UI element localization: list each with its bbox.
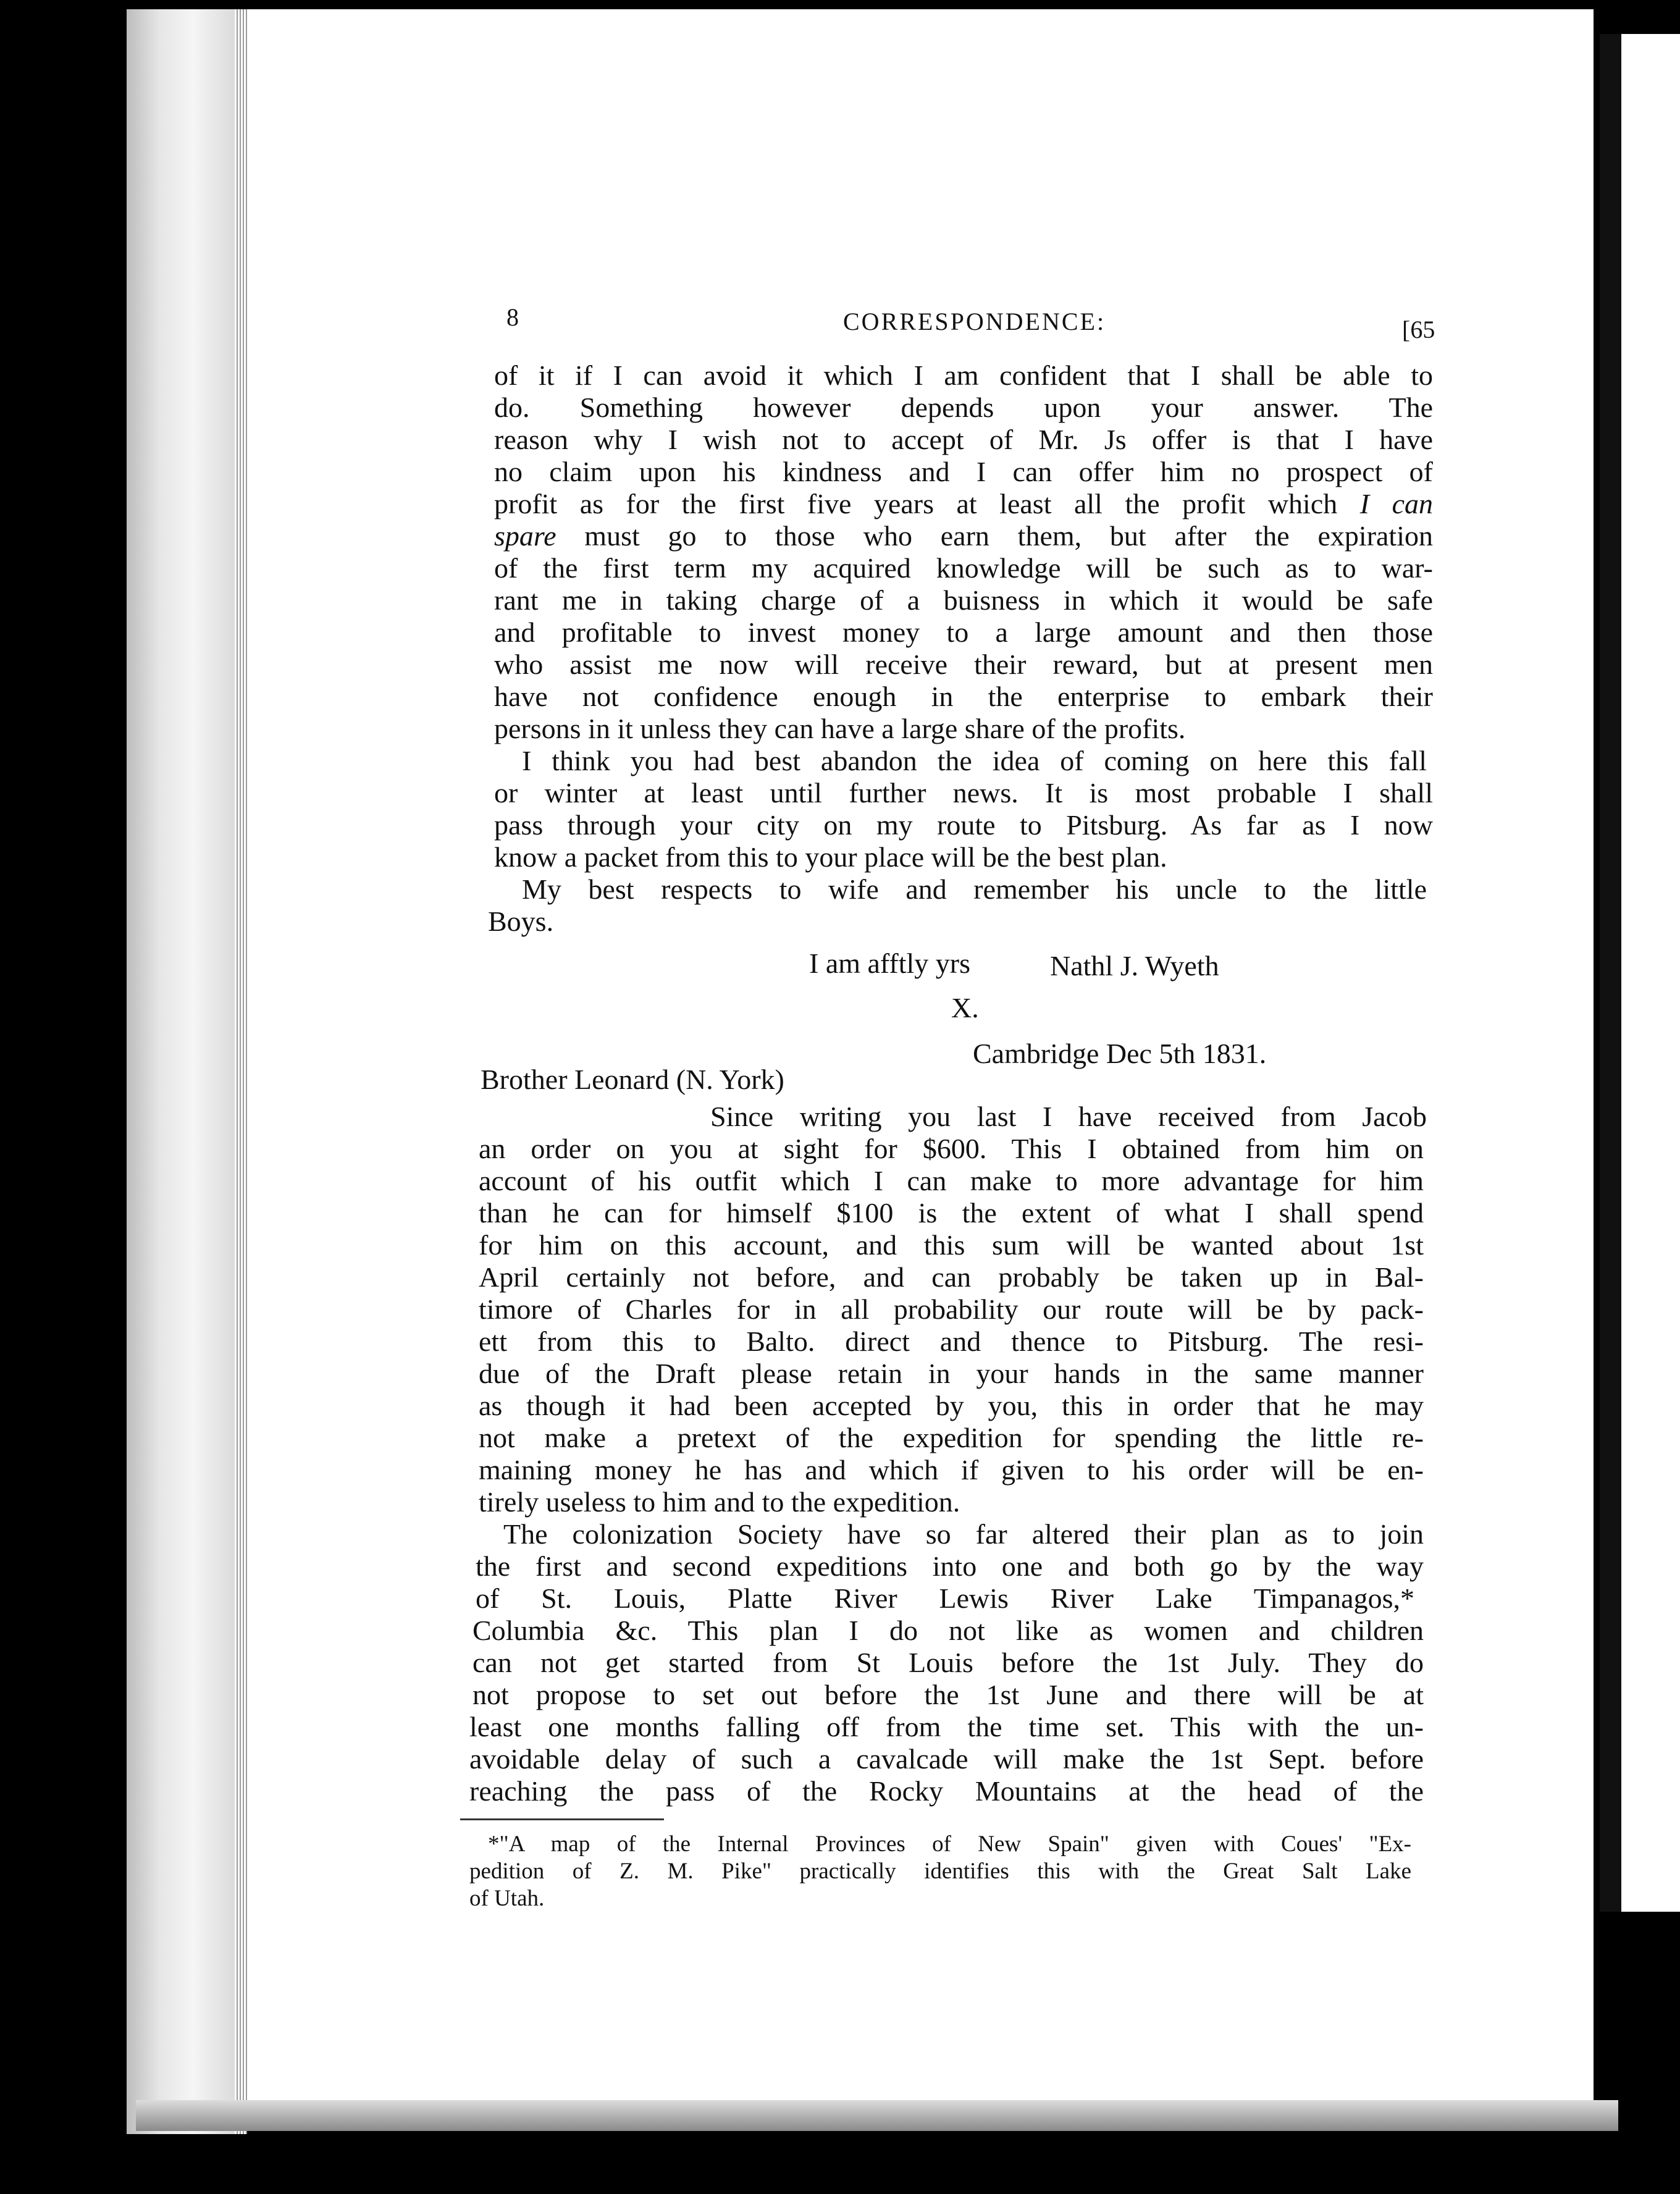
text-line: timore of Charles for in all probability our route will be by pack- xyxy=(479,1293,1424,1325)
letter-signature: Nathl J. Wyeth xyxy=(1050,950,1219,981)
text-line: do. Something however depends upon your answer. The xyxy=(494,392,1433,423)
book-page-stack xyxy=(127,9,238,2134)
text-line: or winter at least until further news. It is most probable I shall xyxy=(494,777,1433,809)
running-title: CORRESPONDENCE: xyxy=(843,308,1106,335)
facing-page-edge xyxy=(1621,34,1680,1912)
text-line: rant me in taking charge of a buisness in which it would be safe xyxy=(494,584,1433,616)
text-line: The colonization Society have so far altered their plan as to join xyxy=(503,1518,1424,1550)
text-line: avoidable delay of such a cavalcade will make the 1st Sept. before xyxy=(469,1743,1424,1775)
italic-text: I can xyxy=(1359,488,1433,519)
text-line-profit xyxy=(494,488,1433,520)
text-line: ett from this to Balto. direct and thence to Pitsburg. The resi- xyxy=(479,1326,1424,1357)
text-line: who assist me now will receive their reward, but at present men xyxy=(494,649,1433,680)
text-line: can not get started from St Louis before the 1st July. They do xyxy=(472,1647,1424,1678)
text-line: reaching the pass of the Rocky Mountains at the head of the xyxy=(469,1775,1424,1807)
text-line: Boys. xyxy=(488,906,554,937)
text-line: of St. Louis, Platte River Lewis River Lake Timpanagos,* xyxy=(476,1582,1414,1614)
text-line: an order on you at sight for $600. This I obtained from him on xyxy=(479,1133,1424,1164)
text-line: Columbia &c. This plan I do not like as women and children xyxy=(472,1615,1424,1646)
text-line: for him on this account, and this sum will be wanted about 1st xyxy=(479,1229,1424,1261)
folio-number: [65 xyxy=(1402,316,1435,343)
text-line: least one months falling off from the time set. This with the un- xyxy=(469,1711,1424,1742)
text-line: know a packet from this to your place will be the best plan. xyxy=(494,841,1167,873)
footnote-rule xyxy=(460,1818,664,1820)
letter-signoff: I am afftly yrs xyxy=(809,948,971,979)
text-line: have not confidence enough in the enterprise to embark their xyxy=(494,681,1433,712)
text-line: tirely useless to him and to the expedition. xyxy=(479,1486,960,1518)
text-line: of it if I can avoid it which I am confident that I shall be able to xyxy=(494,359,1433,391)
text-line: April certainly not before, and can probably be taken up in Bal- xyxy=(479,1261,1424,1293)
text-line: than he can for himself $100 is the extent of what I shall spend xyxy=(479,1197,1424,1229)
text-line: persons in it unless they can have a large share of the profits. xyxy=(494,713,1186,744)
letter-salutation: Brother Leonard (N. York) xyxy=(481,1064,784,1095)
page-number: 8 xyxy=(506,303,519,331)
text-line: account of his outfit which I can make to more advantage for him xyxy=(479,1165,1424,1196)
italic-text: spare xyxy=(494,520,556,552)
text-line: not propose to set out before the 1st June and there will be at xyxy=(472,1679,1424,1710)
text-line: reason why I wish not to accept of Mr. Js offer is that I have xyxy=(494,424,1433,455)
page-bottom-shadow xyxy=(136,2100,1618,2131)
text-line: no claim upon his kindness and I can offer him no prospect of xyxy=(494,456,1433,487)
footnote-line: *"A map of the Internal Provinces of New Spain" given with Coues' "Ex- xyxy=(488,1831,1411,1857)
text-line-spare xyxy=(494,520,1433,552)
letter-numeral: X. xyxy=(951,992,979,1023)
text-line: maining money he has and which if given to his order will be en- xyxy=(479,1454,1424,1486)
footnote-line: of Utah. xyxy=(469,1886,545,1911)
text-line: pass through your city on my route to Pitsburg. As far as I now xyxy=(494,809,1433,841)
text-line: as though it had been accepted by you, this in order that he may xyxy=(479,1390,1424,1421)
text-span: must go to those who earn them, but after the expiration xyxy=(584,520,1433,552)
text-line: due of the Draft please retain in your hands in the same manner xyxy=(479,1358,1424,1389)
book-page-edges xyxy=(235,9,247,2134)
text-line: I think you had best abandon the idea of coming on here this fall xyxy=(522,745,1427,776)
footnote-line: pedition of Z. M. Pike" practically identifies this with the Great Salt Lake xyxy=(469,1859,1411,1884)
text-line: My best respects to wife and remember his uncle to the little xyxy=(522,873,1427,905)
text-line: of the first term my acquired knowledge will be such as to war- xyxy=(494,552,1433,584)
text-span: profit as for the first five years at least all the profit which xyxy=(494,488,1338,519)
text-line: Since writing you last I have received from Jacob xyxy=(710,1101,1427,1132)
binding-shadow xyxy=(1600,34,1624,1912)
text-line: not make a pretext of the expedition for spending the little re- xyxy=(479,1422,1424,1453)
letter-dateline: Cambridge Dec 5th 1831. xyxy=(973,1038,1267,1069)
text-line: the first and second expeditions into one and both go by the way xyxy=(476,1550,1424,1582)
text-line: and profitable to invest money to a large amount and then those xyxy=(494,616,1433,648)
